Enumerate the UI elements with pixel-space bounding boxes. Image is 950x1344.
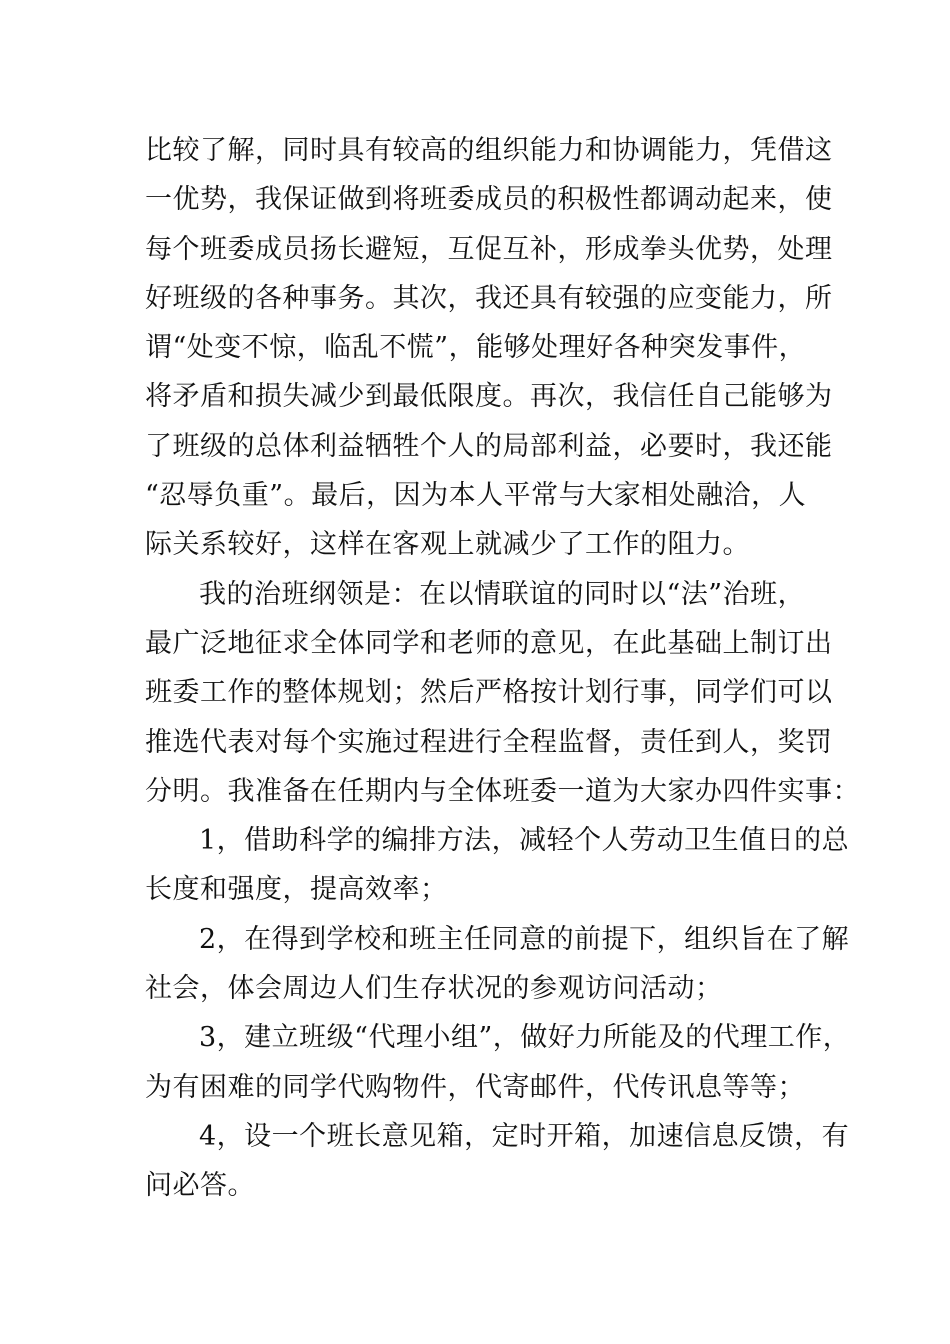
paragraph — [145, 915, 850, 1014]
text-line: 最广泛地征求全体同学和老师的意见，在此基础上制订出 — [145, 627, 833, 659]
text-line: 谓“处变不惊，临乱不慌”，能够处理好各种突发事件， — [145, 332, 807, 364]
text-line: 分明。我准备在任期内与全体班委一道为大家办四件实事： — [145, 775, 860, 807]
document-body — [145, 126, 860, 1211]
text-line: 比较了解，同时具有较高的组织能力和协调能力，凭借这 — [145, 135, 833, 166]
text-line: 推选代表对每个实施过程进行全程监督，责任到人，奖罚 — [145, 726, 833, 758]
text-line: 际关系较好，这样在客观上就减少了工作的阻力。 — [145, 529, 750, 561]
paragraph — [145, 126, 833, 570]
text-line: 我的治班纲领是：在以情联谊的同时以“法”治班， — [199, 578, 806, 610]
text-line: 3，建立班级“代理小组”，做好力所能及的代理工作， — [199, 1022, 851, 1054]
text-line: “忍辱负重”。最后，因为本人平常与大家相处融洽，人 — [145, 480, 807, 512]
text-line: 好班级的各种事务。其次，我还具有较强的应变能力，所 — [145, 282, 833, 314]
text-line: 将矛盾和损失减少到最低限度。再次，我信任自己能够为 — [145, 381, 833, 413]
text-line: 1，借助科学的编排方法，减轻个人劳动卫生值日的总 — [199, 825, 850, 857]
text-line: 每个班委成员扬长避短，互促互补，形成拳头优势，处理 — [145, 233, 833, 265]
text-line: 一优势，我保证做到将班委成员的积极性都调动起来，使 — [145, 184, 833, 216]
text-line: 长度和强度，提高效率； — [145, 874, 448, 906]
paragraph — [145, 570, 860, 816]
text-line: 问必答。 — [145, 1170, 255, 1202]
text-line: 了班级的总体利益牺牲个人的局部利益，必要时，我还能 — [145, 430, 833, 462]
text-line: 班委工作的整体规划；然后严格按计划行事，同学们可以 — [145, 677, 833, 709]
text-line: 2，在得到学校和班主任同意的前提下，组织旨在了解 — [199, 923, 850, 955]
text-line: 为有困难的同学代购物件，代寄邮件，代传讯息等等； — [145, 1071, 805, 1103]
text-line: 4，设一个班长意见箱，定时开箱，加速信息反馈，有 — [199, 1120, 850, 1152]
paragraph — [145, 1013, 851, 1112]
text-line: 社会，体会周边人们生存状况的参观访问活动； — [145, 973, 723, 1005]
paragraph — [145, 816, 850, 915]
paragraph — [145, 1112, 850, 1211]
